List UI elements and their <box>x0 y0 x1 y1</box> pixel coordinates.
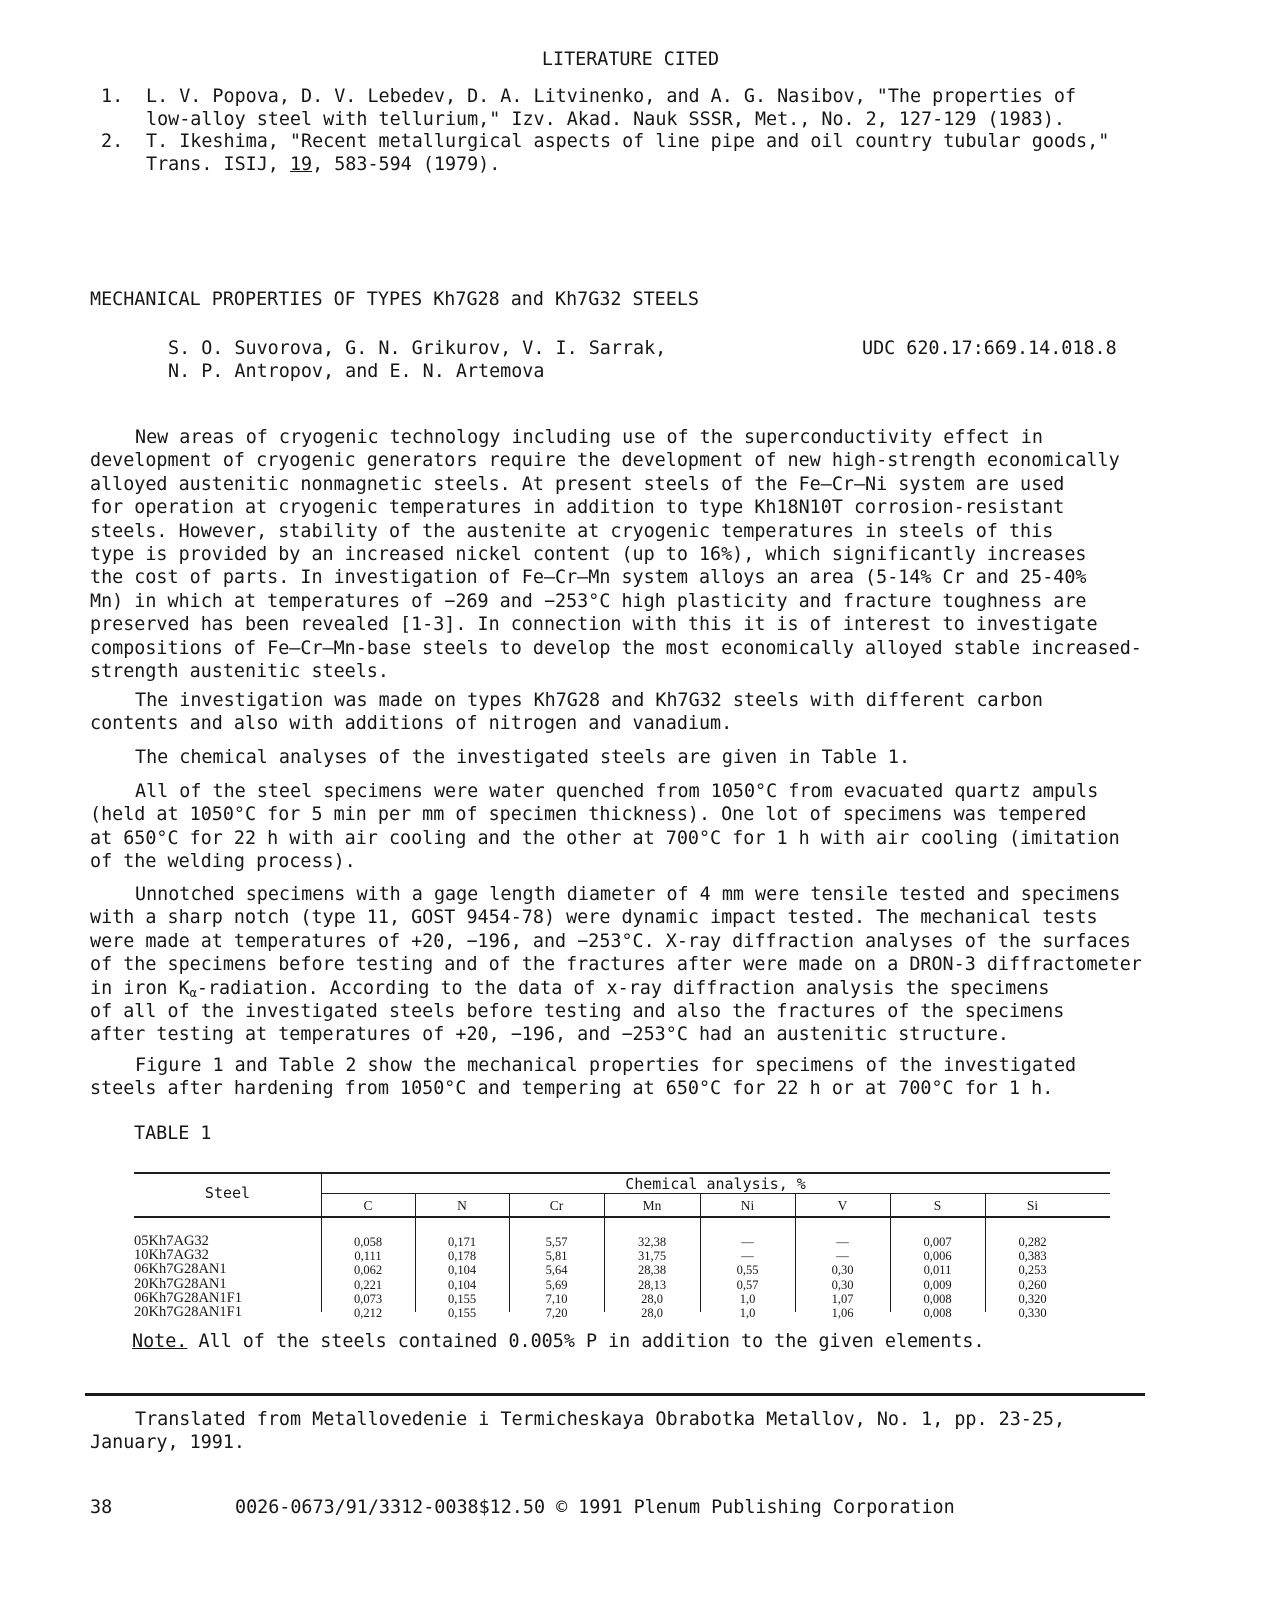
ref-line-tail: , 583-594 (1979). <box>312 154 501 176</box>
text-line: of the welding process). <box>90 851 356 873</box>
text-line: preserved has been revealed [1-3]. In connection with this it is of interest to investigate <box>90 614 1098 636</box>
column-ni <box>700 1235 795 1320</box>
ref-line: Trans. ISIJ, <box>146 154 290 176</box>
ref-number: 1. <box>101 86 124 107</box>
table-cell: 0,30 <box>831 1263 854 1278</box>
paragraph-3 <box>90 746 910 769</box>
author-line: S. O. Suvorova, G. N. Grikurov, V. I. Sarrak, <box>168 338 667 359</box>
table-cell: 0,007 <box>923 1235 952 1249</box>
table-cell: — <box>836 1249 849 1264</box>
table-cell: 0,171 <box>447 1235 477 1249</box>
table-note <box>132 1330 985 1353</box>
column-c <box>321 1235 415 1320</box>
text-line: The investigation was made on types Kh7G28 and Kh7G32 steels with different carbon <box>135 690 1043 711</box>
text-line: Translated from Metallovedenie i Termicheskaya Obrabotka Metallov, No. 1, pp. 23-25, <box>135 1409 1066 1430</box>
article-authors <box>168 337 666 384</box>
table-row-steel: 10Kh7AG32 <box>134 1247 209 1264</box>
paragraph-1 <box>90 426 1142 683</box>
table-head-rule <box>134 1216 1110 1218</box>
text-line: All of the steel specimens were water quenched from 1050°C from evacuated quartz ampuls <box>135 781 1099 802</box>
table-row-steel: 05Kh7AG32 <box>134 1233 209 1249</box>
table-cell: 1,0 <box>739 1291 756 1306</box>
text-line: were made at temperatures of +20, −196, and −253°C. X-ray diffraction analyses of the surfaces <box>90 930 1131 952</box>
column-header: S <box>933 1198 942 1213</box>
text-line: alloyed austenitic nonmagnetic steels. At present steels of the Fe—Cr—Ni system are used <box>90 473 1065 495</box>
text-line: in iron $K_\alpha$-radiation. According to the data of x-ray diffraction analysis the specimens <box>90 977 1050 1000</box>
table-cell: 32,38 <box>637 1235 667 1249</box>
ref-line: T. Ikeshima, "Recent metallurgical aspects of line pipe and oil country tubular goods," <box>146 131 1110 152</box>
text-line: of all of the investigated steels before testing and also the fractures of the specimens <box>90 1001 1065 1023</box>
table-cell: 0,155 <box>447 1306 477 1321</box>
text-line: at 650°C for 22 h with air cooling and the other at 700°C for 1 h with air cooling (imitation <box>90 827 1120 849</box>
column-header: Ni <box>740 1198 755 1213</box>
column-n <box>415 1235 509 1320</box>
ref-line: L. V. Popova, D. V. Lebedev, D. A. Litvinenko, and A. G. Nasibov, "The properties of <box>146 86 1077 107</box>
text-line: compositions of Fe—Cr—Mn-base steels to develop the most economically alloyed stable increased- <box>90 637 1142 659</box>
table-cell: 28,13 <box>637 1277 667 1292</box>
text-line: with a sharp notch (type 11, GOST 9454-78) were dynamic impact tested. The mechanical tests <box>90 907 1098 929</box>
page-number: 38 <box>90 1497 113 1518</box>
text-line: New areas of cryogenic technology including use of the superconductivity effect in <box>135 427 1043 448</box>
reference-1 <box>101 85 1076 132</box>
table-row-steel: 06Kh7G28AN1 <box>134 1261 227 1278</box>
text-line: after testing at temperatures of +20, −196, and −253°C had an austenitic structure. <box>90 1024 1009 1046</box>
table-top-rule <box>134 1172 1110 1174</box>
steel-names <box>134 1234 242 1319</box>
paragraph-2 <box>90 689 1043 736</box>
table-cell: 0,011 <box>923 1263 952 1278</box>
column-header: N <box>457 1198 467 1213</box>
article-title: MECHANICAL PROPERTIES OF TYPES Kh7G28 and Kh7G32 STEELS <box>90 289 699 310</box>
paragraph-5 <box>90 883 1142 1047</box>
column-header: C <box>363 1198 373 1213</box>
table-row-steel: 20Kh7G28AN1F1 <box>134 1304 242 1321</box>
table-cell: 28,0 <box>641 1306 663 1321</box>
text-line: development of cryogenic generators require the development of new high-strength economically <box>90 450 1120 472</box>
table-cell: 7,10 <box>545 1291 568 1306</box>
text-line: for operation at cryogenic temperatures in addition to type Kh18N10T corrosion-resistant <box>90 497 1065 519</box>
table-cell: 0,383 <box>1018 1249 1047 1264</box>
table-cell: 0,330 <box>1018 1306 1047 1321</box>
chemical-analysis-header: Chemical analysis, % <box>625 1175 806 1193</box>
column-header: Mn <box>642 1198 662 1213</box>
table-cell: 0,062 <box>353 1263 383 1278</box>
table-cell: — <box>836 1235 849 1249</box>
text-line: the cost of parts. In investigation of Fe—Cr—Mn system alloys an area (5-14% Cr and 25-40% <box>90 567 1087 589</box>
table-cell: 0,008 <box>923 1291 952 1306</box>
table-cell: 1,0 <box>739 1306 756 1321</box>
note-label: Note. <box>132 1331 188 1352</box>
column-header: Si <box>1026 1198 1039 1213</box>
ref-line: low-alloy steel with tellurium," Izv. Akad. Nauk SSSR, Met., No. 2, 127-129 (1983). <box>146 109 1065 131</box>
text-line: Figure 1 and Table 2 show the mechanical properties for specimens of the investigated <box>135 1055 1077 1076</box>
table-cell: 5,81 <box>545 1249 568 1264</box>
table-cell: — <box>741 1249 754 1264</box>
table-cell: 0,260 <box>1018 1277 1047 1292</box>
table-cell: — <box>741 1235 754 1249</box>
column-s <box>890 1235 985 1320</box>
text-line: Unnotched specimens with a gage length diameter of 4 mm were tensile tested and specimens <box>135 884 1121 905</box>
column-si <box>985 1235 1080 1320</box>
table-subhead-rule <box>321 1193 1110 1194</box>
column-header: V <box>837 1198 848 1213</box>
text-line: Mn) in which at temperatures of −269 and −253°C high plasticity and fracture toughness are <box>90 590 1087 612</box>
table-row-steel: 20Kh7G28AN1 <box>134 1275 227 1292</box>
table-cell: 0,155 <box>447 1291 477 1306</box>
table-cell: 28,38 <box>637 1263 667 1278</box>
table-cell: 31,75 <box>637 1249 667 1264</box>
text-line: contents and also with additions of nitrogen and vanadium. <box>90 713 733 735</box>
paragraph-6 <box>90 1054 1076 1101</box>
text-line: of the specimens before testing and of the fractures after were made on a DRON-3 diffractometer <box>90 954 1142 976</box>
text-line: (held at 1050°C for 5 min per mm of specimen thickness). One lot of specimens was tempered <box>90 804 1087 826</box>
literature-heading: LITERATURE CITED <box>541 49 720 70</box>
table-cell: 0,57 <box>736 1277 759 1292</box>
ref-volume: 19 <box>289 154 313 176</box>
author-line: N. P. Antropov, and E. N. Artemova <box>168 361 545 383</box>
table-cell: 0,104 <box>447 1263 477 1278</box>
table-cell: 0,221 <box>353 1277 383 1292</box>
text-line: The chemical analyses of the investigated steels are given in Table 1. <box>135 747 911 768</box>
note-text: All of the steels contained 0.005% P in addition to the given elements. <box>187 1331 985 1352</box>
text-line: January, 1991. <box>90 1432 246 1454</box>
text-line: steels. However, stability of the austenite at cryogenic temperatures in steels of this <box>90 520 1054 542</box>
table-1 <box>134 1172 1110 1322</box>
table-cell: 0,212 <box>353 1306 383 1321</box>
table-cell: 5,64 <box>545 1263 568 1278</box>
udc-code: UDC 620.17:669.14.018.8 <box>862 338 1117 359</box>
text-line: type is provided by an increased nickel content (up to 16%), which significantly increases <box>90 544 1087 566</box>
table-cell: 0,111 <box>354 1249 382 1264</box>
paragraph-4 <box>90 780 1120 874</box>
table-cell: 0,282 <box>1018 1235 1047 1249</box>
ref-number: 2. <box>101 131 124 152</box>
column-v <box>795 1235 890 1320</box>
table-cell: 7,20 <box>545 1306 568 1321</box>
table-cell: 0,55 <box>736 1263 759 1278</box>
text-line: steels after hardening from 1050°C and tempering at 650°C for 22 h or at 700°C for 1 h. <box>90 1078 1054 1100</box>
table-cell: 5,57 <box>545 1235 568 1249</box>
table-cell: 0,178 <box>447 1249 477 1264</box>
table-cell: 1,06 <box>831 1306 854 1321</box>
table-cell: 0,320 <box>1018 1291 1047 1306</box>
column-mn <box>604 1235 700 1320</box>
table-cell: 1,07 <box>831 1291 854 1306</box>
table-cell: 0,253 <box>1018 1263 1047 1278</box>
table-row-steel: 06Kh7G28AN1F1 <box>134 1289 242 1306</box>
steel-column-header: Steel <box>204 1184 251 1202</box>
translation-note <box>90 1408 1065 1455</box>
table-cell: 0,006 <box>923 1249 952 1264</box>
table-label: TABLE 1 <box>134 1123 212 1144</box>
reference-2 <box>101 130 1109 177</box>
table-cell: 0,104 <box>447 1277 477 1292</box>
table-cell: 0,009 <box>923 1277 952 1292</box>
table-cell: 0,058 <box>353 1235 383 1249</box>
table-cell: 0,008 <box>923 1306 952 1321</box>
table-cell: 0,30 <box>831 1277 854 1292</box>
table-cell: 0,073 <box>353 1291 383 1306</box>
column-header: Cr <box>549 1198 564 1213</box>
column-cr <box>509 1235 604 1320</box>
copyright-line: 0026-0673/91/3312-0038$12.50 © 1991 Plenum Publishing Corporation <box>235 1497 955 1518</box>
table-cell: 28,0 <box>641 1291 663 1306</box>
table-cell: 5,69 <box>545 1277 568 1292</box>
text-line: strength austenitic steels. <box>90 661 389 683</box>
footer-divider <box>85 1393 1145 1396</box>
